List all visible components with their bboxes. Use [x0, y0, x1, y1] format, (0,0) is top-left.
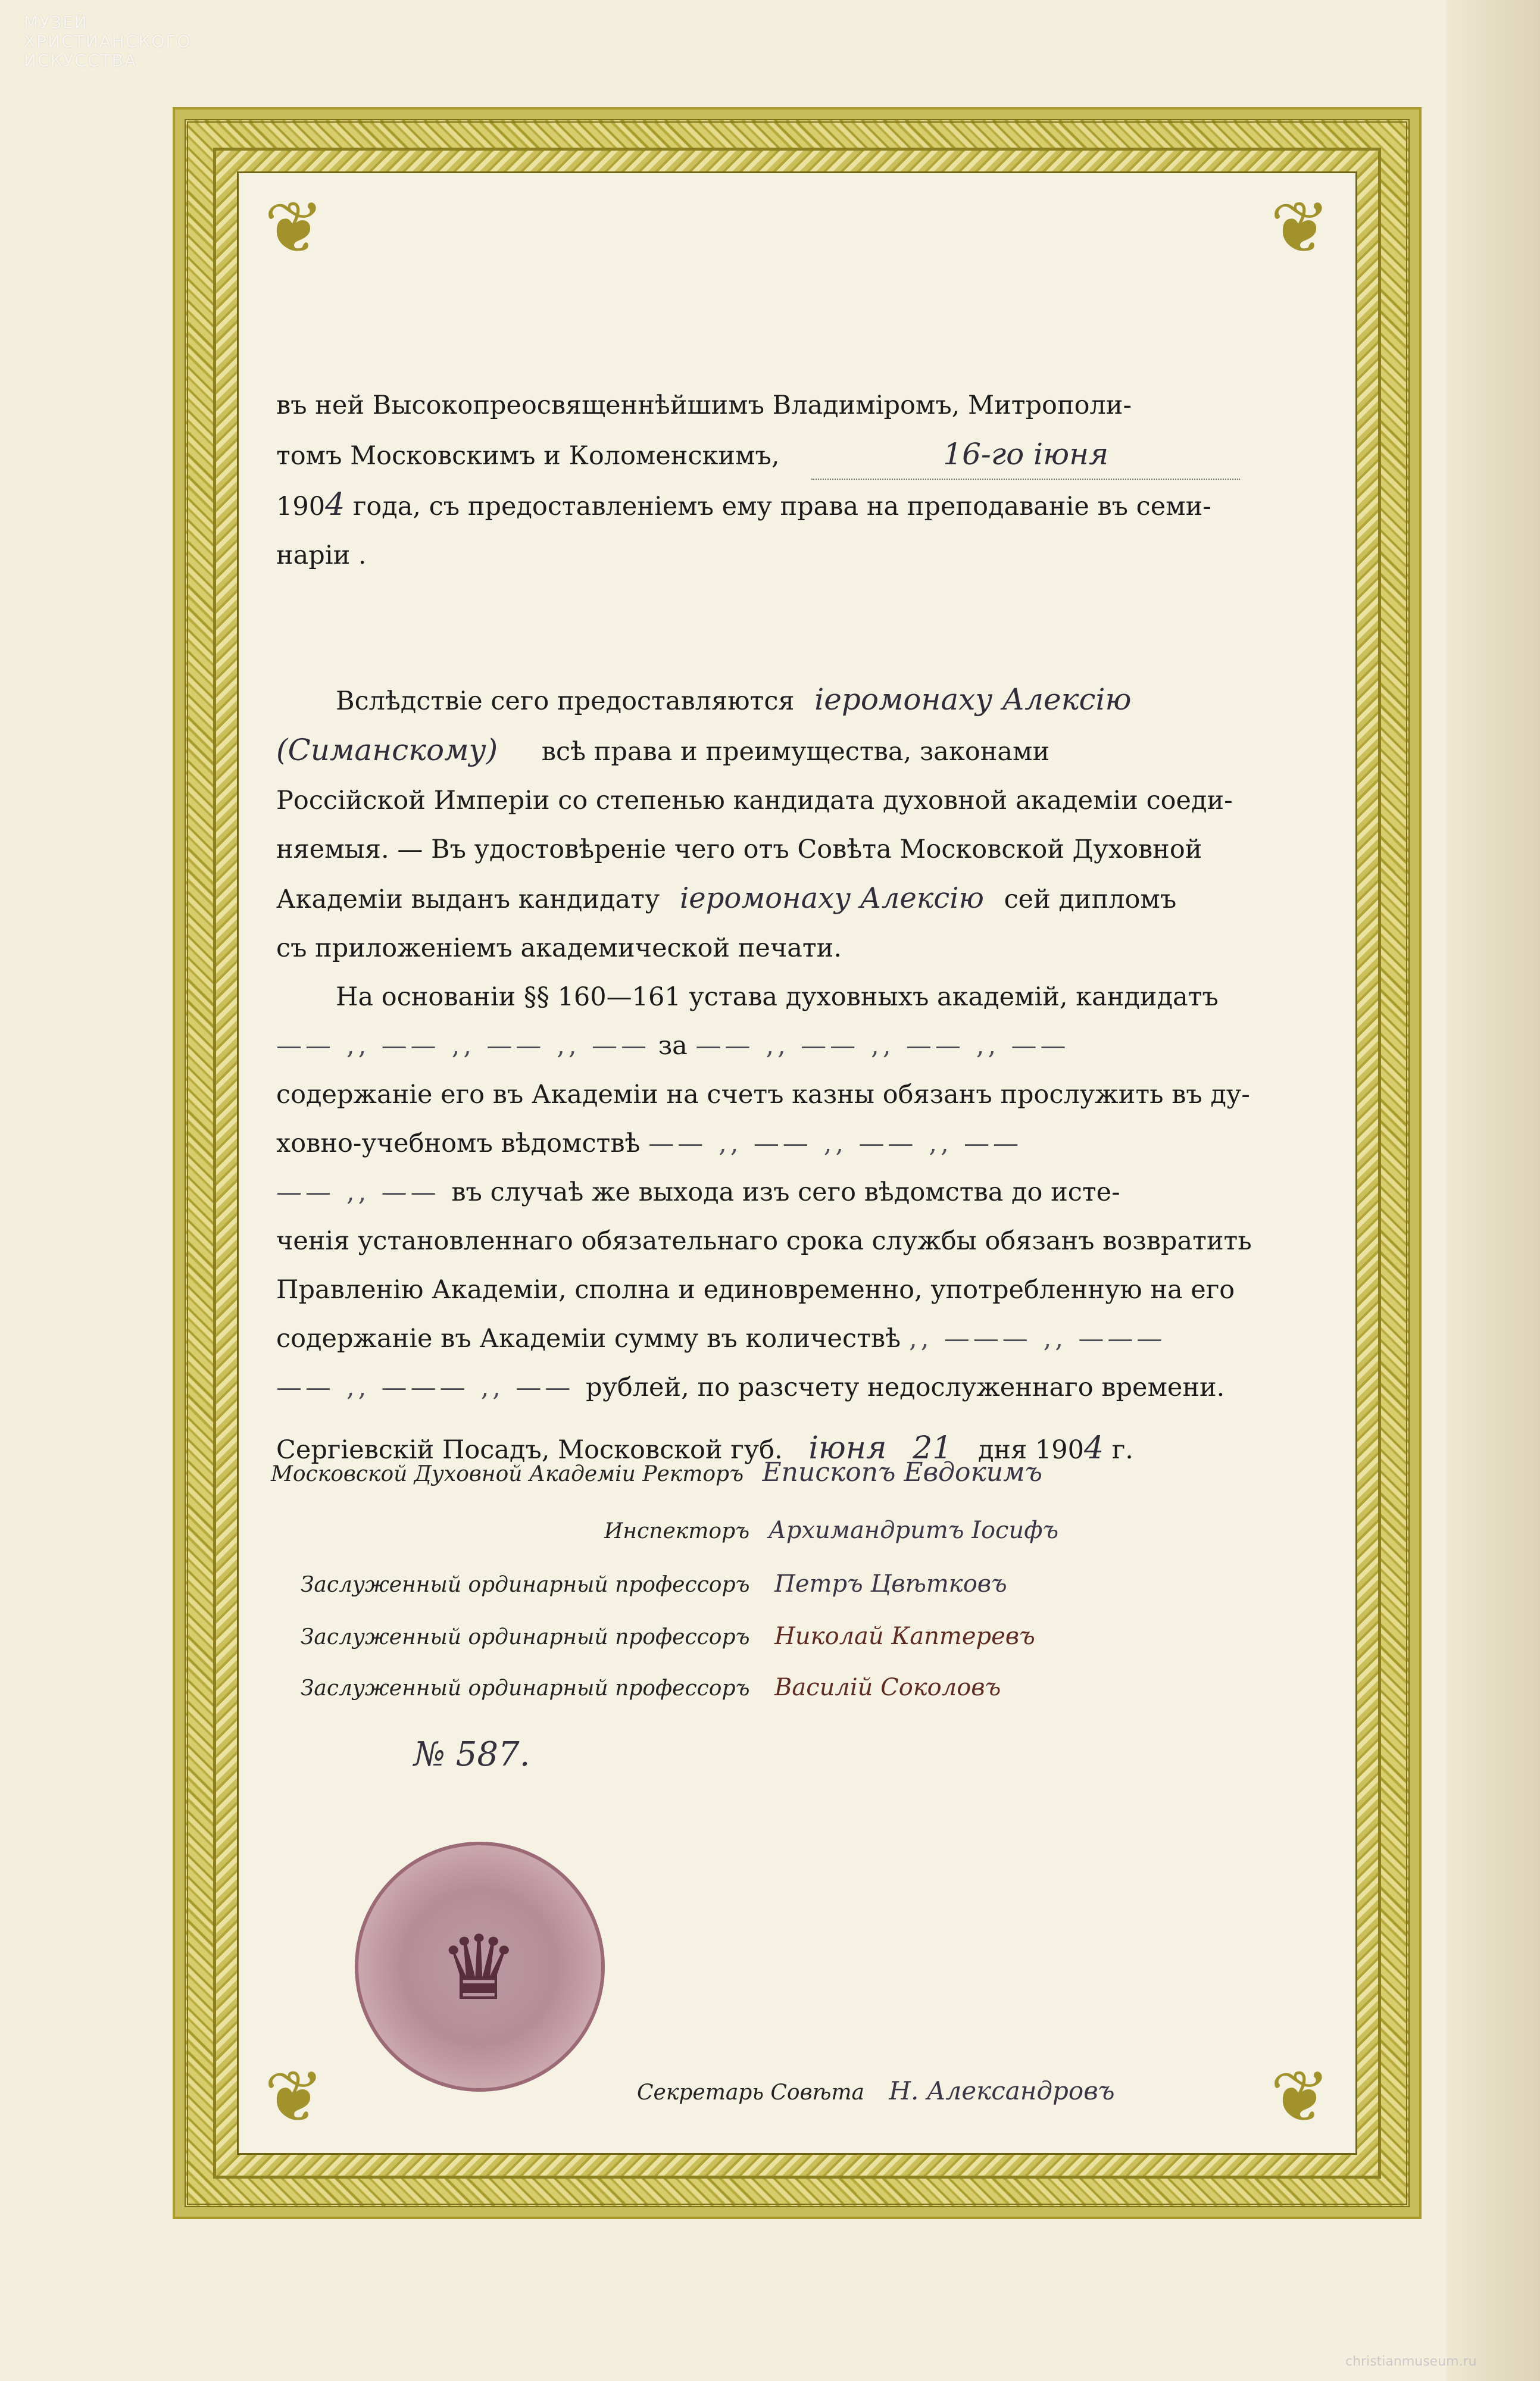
- diploma-number: № 587.: [414, 1735, 530, 1774]
- para3-line-2-za: за: [658, 1031, 688, 1061]
- professor-2-row: [301, 1623, 1035, 1650]
- corner-ornament-top-right: ❦: [1270, 187, 1330, 270]
- para3-line-8: [276, 1314, 1247, 1363]
- rector-signature-row: [271, 1457, 1042, 1488]
- para3-line-2: [276, 1021, 1247, 1070]
- handwritten-surname: (Симанскому): [276, 733, 498, 767]
- secretary-signature: Н. Александровъ: [889, 2076, 1115, 2105]
- professor-3-label: Заслуженный ординарный профессоръ: [301, 1676, 750, 1701]
- text-line-3-rest: года, съ предоставленіемъ ему права на преподаваніе въ семи-: [345, 492, 1211, 521]
- para3-line-9-printed: рублей, по разсчету недослуженнаго времени.: [586, 1373, 1225, 1402]
- para3-line-4: [276, 1119, 1247, 1168]
- text-line-3: [276, 480, 1247, 531]
- corner-ornament-top-left: ❦: [264, 187, 324, 270]
- date-day-label: дня 190: [977, 1435, 1084, 1465]
- handwritten-year-digit: 4: [325, 487, 345, 523]
- blank-dashes-5: ‚‚ ——— ‚‚ ———: [908, 1324, 1166, 1354]
- academy-seal: [355, 1842, 605, 2092]
- professor-2-label: Заслуженный ординарный профессоръ: [301, 1625, 750, 1649]
- blank-dashes-1: —— ‚‚ —— ‚‚ —— ‚‚ ——: [276, 1031, 651, 1061]
- para2-line-2: [276, 726, 1247, 776]
- para3-line-3: содержаніе его въ Академіи на счетъ казны обязанъ прослужить въ ду-: [276, 1080, 1250, 1110]
- paper-edge: [1447, 0, 1540, 2381]
- watermark-line-1: МУЗЕЙ: [24, 13, 88, 32]
- professor-3-row: [301, 1674, 1001, 1701]
- inspector-signature-row: [604, 1517, 1058, 1544]
- para2-line-1-printed: Вслѣдствіе сего предоставляются: [336, 686, 795, 716]
- para3-line-4-printed: ховно-учебномъ вѣдомствѣ: [276, 1129, 641, 1158]
- double-headed-eagle-icon: ♛: [439, 1917, 519, 2020]
- blank-dashes-2: —— ‚‚ —— ‚‚ —— ‚‚ ——: [695, 1031, 1070, 1061]
- para3-line-5-printed: въ случаѣ же выхода изъ сего вѣдомства до исте-: [451, 1177, 1120, 1207]
- text-line-2-printed: томъ Московскимъ и Коломенскимъ,: [276, 441, 780, 471]
- para3-line-6: ченія установленнаго обязательнаго срока службы обязанъ возвратить: [276, 1226, 1252, 1256]
- watermark-line-2: ХРИСТИАНСКОГО: [24, 32, 192, 51]
- para2-line-5: [276, 874, 1247, 924]
- blank-dashes-4: —— ‚‚ ——: [276, 1177, 452, 1207]
- corner-ornament-bottom-left: ❦: [264, 2056, 324, 2139]
- handwritten-year-2: 4: [1083, 1430, 1104, 1466]
- para3-line-9: [276, 1363, 1247, 1412]
- watermark-line-3: ИСКУССТВА: [24, 51, 138, 70]
- secretary-label: Секретарь Совѣта: [637, 2080, 864, 2105]
- para3-line-1: На основаніи §§ 160—161 устава духовныхъ академій, кандидатъ: [336, 982, 1219, 1012]
- blank-dashes-3: —— ‚‚ —— ‚‚ —— ‚‚ ——: [648, 1129, 1023, 1158]
- inspector-signature: Архимандритъ Іосифъ: [768, 1517, 1059, 1544]
- text-line-4: наріи .: [276, 540, 367, 570]
- para2-line-5-end: сей дипломъ: [1004, 885, 1177, 914]
- secretary-row: [637, 2076, 1115, 2105]
- professor-2-signature: Николай Каптеревъ: [774, 1623, 1035, 1650]
- handwritten-month: іюня: [808, 1430, 887, 1466]
- year-prefix: 190: [276, 492, 326, 521]
- handwritten-recipient-name-2: іеромонаху Алексію: [679, 882, 984, 915]
- date-place: Сергіевскій Посадъ, Московской губ.: [276, 1435, 783, 1465]
- para2-line-6: съ приложеніемъ академической печати.: [276, 933, 842, 963]
- para2-line-4: няемыя. — Въ удостовѣреніе чего отъ Совѣта Московской Духовной: [276, 835, 1202, 864]
- professor-1-row: [301, 1570, 1007, 1598]
- diploma-text: [276, 381, 1252, 1474]
- website-watermark: christianmuseum.ru: [1345, 2354, 1477, 2369]
- handwritten-recipient-name: іеромонаху Алексію: [814, 682, 1132, 717]
- para2-line-2-printed: всѣ права и преимущества, законами: [541, 737, 1050, 767]
- para3-line-5: [276, 1168, 1247, 1217]
- para2-line-1: [276, 675, 1247, 726]
- para2-line-3: Россійской Имперіи со степенью кандидата духовной академіи соеди-: [276, 786, 1233, 815]
- para3-line-7: Правленію Академіи, сполна и единовременно, употребленную на его: [276, 1275, 1235, 1305]
- professor-1-label: Заслуженный ординарный профессоръ: [301, 1573, 750, 1597]
- para2-line-5-printed: Академіи выданъ кандидату: [276, 885, 660, 914]
- rector-signature: Епископъ Евдокимъ: [762, 1457, 1042, 1488]
- text-line-1: въ ней Высокопреосвященнѣйшимъ Владиміромъ, Митрополи-: [276, 390, 1132, 420]
- blank-dashes-6: —— ‚‚ ——— ‚‚ ——: [276, 1373, 586, 1402]
- text-line-2: [276, 430, 1247, 480]
- handwritten-day: 21: [913, 1430, 952, 1466]
- professor-1-signature: Петръ Цвѣтковъ: [774, 1570, 1007, 1598]
- para3-line-8-printed: содержаніе въ Академіи сумму въ количествѣ: [276, 1324, 901, 1354]
- inspector-label: Инспекторъ: [604, 1519, 750, 1543]
- corner-ornament-bottom-right: ❦: [1270, 2056, 1330, 2139]
- handwritten-date-1: 16-го іюня: [811, 430, 1240, 480]
- rector-label: Московской Духовной Академіи Ректоръ: [271, 1462, 744, 1486]
- professor-3-signature: Василій Соколовъ: [774, 1674, 1001, 1701]
- museum-watermark: [24, 13, 214, 70]
- date-suffix: г.: [1104, 1435, 1133, 1465]
